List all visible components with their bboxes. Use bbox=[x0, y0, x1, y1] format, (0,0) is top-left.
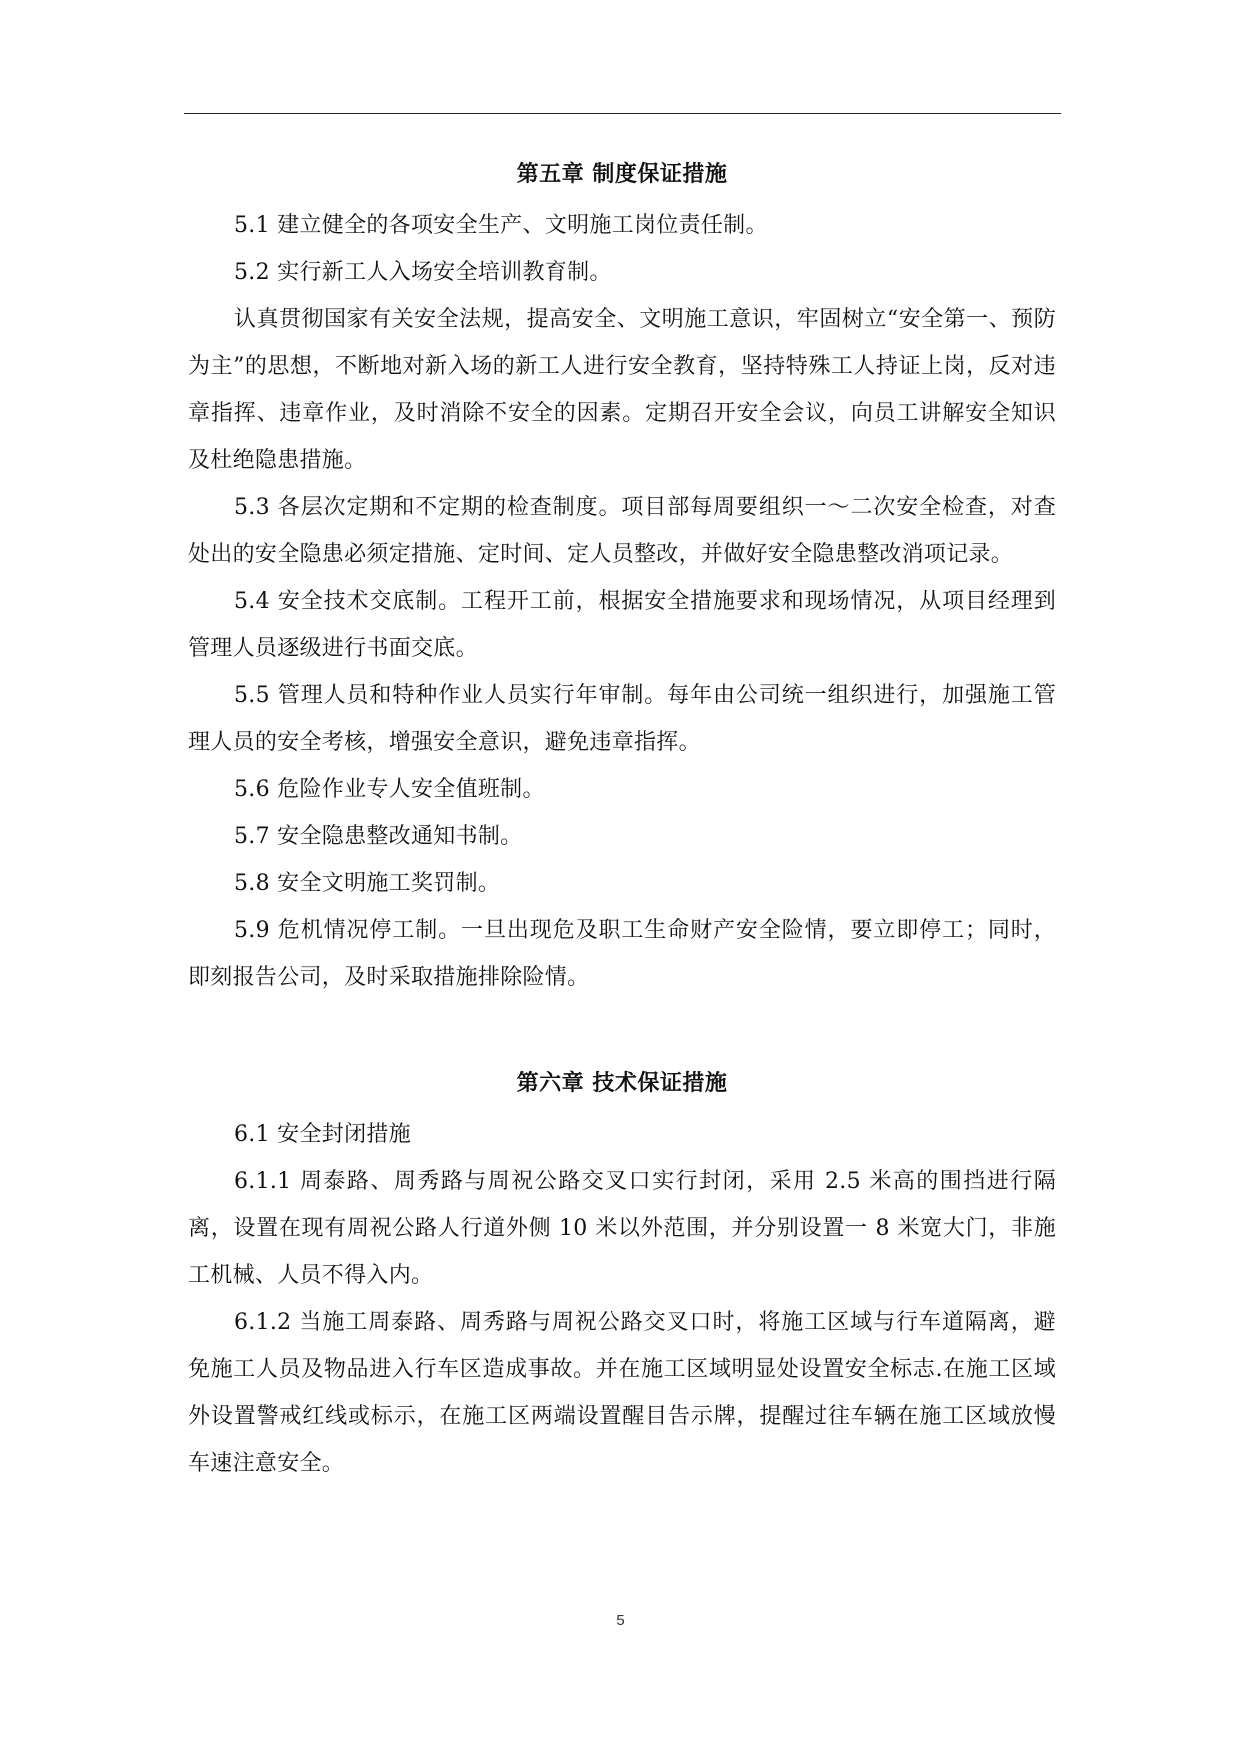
header-rule bbox=[184, 113, 1061, 114]
chapter-6-title: 第六章 技术保证措施 bbox=[516, 1070, 728, 1096]
paragraph-5-4: 5.4 安全技术交底制。工程开工前，根据安全措施要求和现场情况，从项目经理到管理人员逐级进行书面交底。 bbox=[188, 589, 1056, 661]
paragraph-5-6: 5.6 危险作业专人安全值班制。 bbox=[234, 777, 545, 802]
paragraph-5-5: 5.5 管理人员和特种作业人员实行年审制。每年由公司统一组织进行，加强施工管理人员的安全考核，增强安全意识，避免违章指挥。 bbox=[188, 683, 1056, 755]
paragraph-6-1-2: 6.1.2 当施工周泰路、周秀路与周祝公路交叉口时，将施工区域与行车道隔离，避免施工人员及物品进入行车区造成事故。并在施工区域明显处设置安全标志.在施工区域外设置警戒红线或标示，在施工区两端设置醒目告示牌，提醒过往车辆在施工区域放慢车速注意安全。 bbox=[188, 1310, 1056, 1476]
paragraph-6-1: 6.1 安全封闭措施 bbox=[234, 1122, 411, 1147]
paragraph-5-8: 5.8 安全文明施工奖罚制。 bbox=[234, 871, 501, 896]
paragraph-6-1-1: 6.1.1 周泰路、周秀路与周祝公路交叉口实行封闭，采用 2.5 米高的围挡进行隔离，设置在现有周祝公路人行道外侧 10 米以外范围，并分别设置一 8 米宽大门，非施工机械、人员不得入内。 bbox=[188, 1169, 1056, 1288]
chapter-5-title: 第五章 制度保证措施 bbox=[516, 161, 728, 187]
paragraph-5-2-detail: 认真贯彻国家有关安全法规，提高安全、文明施工意识，牢固树立“安全第一、预防为主”的思想，不断地对新入场的新工人进行安全教育，坚持特殊工人持证上岗，反对违章指挥、违章作业，及时消除不安全的因素。定期召开安全会议，向员工讲解安全知识及杜绝隐患措施。 bbox=[188, 307, 1056, 473]
document-body bbox=[188, 160, 1056, 1487]
paragraph-5-3: 5.3 各层次定期和不定期的检查制度。项目部每周要组织一～二次安全检查，对查处出的安全隐患必须定措施、定时间、定人员整改，并做好安全隐患整改消项记录。 bbox=[188, 495, 1056, 567]
page-number: 5 bbox=[616, 1612, 625, 1629]
paragraph-5-2: 5.2 实行新工人入场安全培训教育制。 bbox=[234, 260, 612, 285]
paragraph-5-7: 5.7 安全隐患整改通知书制。 bbox=[234, 824, 523, 849]
paragraph-5-9: 5.9 危机情况停工制。一旦出现危及职工生命财产安全险情，要立即停工；同时，即刻报告公司，及时采取措施排除险情。 bbox=[188, 918, 1056, 990]
paragraph-5-1: 5.1 建立健全的各项安全生产、文明施工岗位责任制。 bbox=[234, 213, 768, 238]
